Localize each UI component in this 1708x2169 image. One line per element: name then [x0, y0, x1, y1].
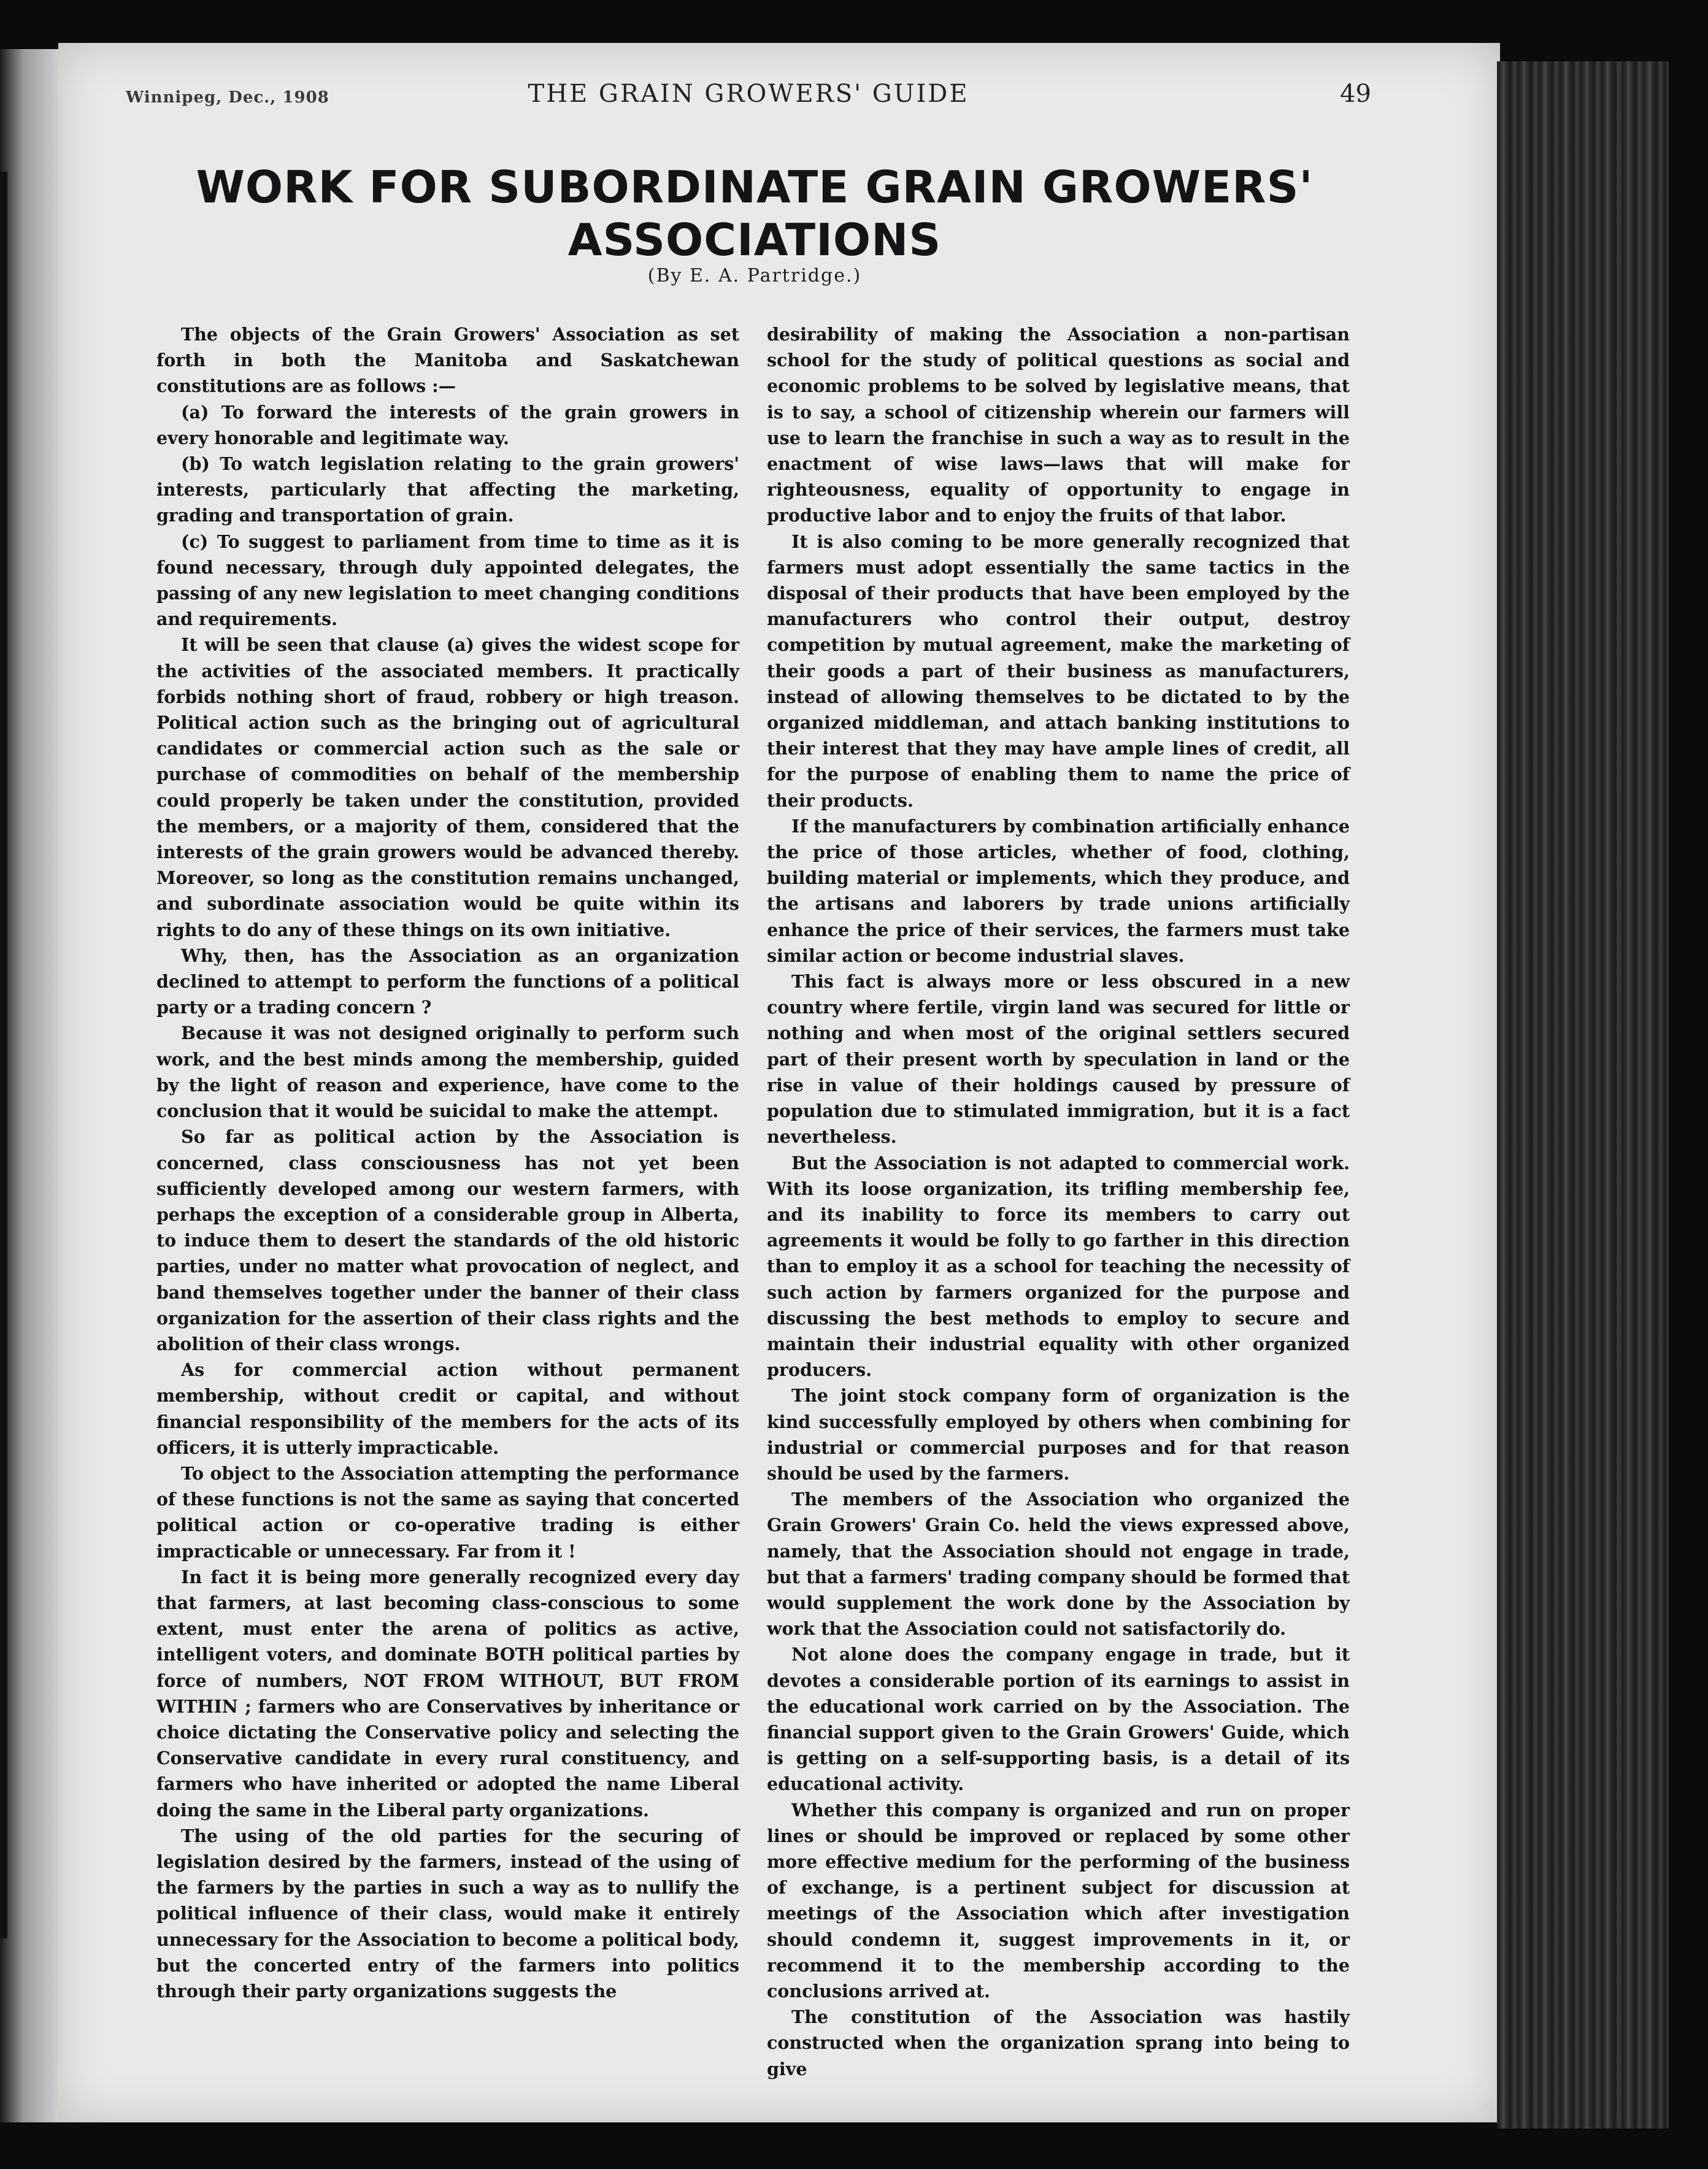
- paragraph: In fact it is being more generally recognized every day that farmers, at last becoming class-conscious to some extent, must enter the arena of politics as active, intelligent voters, and dominate BOTH political parties by force of numbers, NOT FROM WITHOUT, BUT FROM WITHIN ; farmers who are Conservatives by inheritance or choice dictating the Conservative policy and selecting the Conservative candidate in every rural constituency, and farmers who have inherited or adopted the name Liberal doing the same in the Liberal party organizations.: [156, 1566, 739, 1821]
- stacked-page-edges: [1497, 61, 1706, 2129]
- paragraph: The objects of the Grain Growers' Association as set forth in both the Manitoba and Saskatchewan constitutions are as follows :—: [156, 324, 739, 397]
- paragraph: (b) To watch legislation relating to the grain growers' interests, particularly that affecting the marketing, grading and transportation of grain.: [156, 453, 739, 526]
- paragraph: The constitution of the Association was hastily constructed when the organization sprang into being to give: [767, 2006, 1350, 2079]
- paragraph: The using of the old parties for the securing of legislation desired by the farmers, instead of the using of the farmers by the parties in such a way as to nullify the political influence of their class, would make it entirely unnecessary for the Association to become a political body, but the concerted entry of the farmers into politics through their party organizations suggests the: [156, 1825, 739, 2002]
- article-byline: (By E. A. Partridge.): [647, 265, 862, 286]
- article-column-right: [767, 321, 1350, 2082]
- paragraph: (c) To suggest to parliament from time to time as it is found necessary, through duly appointed delegates, the passing of any new legislation to meet changing conditions and requirements.: [156, 531, 739, 630]
- paragraph: As for commercial action without permanent membership, without credit or capital, and without financial responsibility of the members for the acts of its officers, it is utterly impracticable.: [156, 1359, 739, 1458]
- article-headline: [98, 161, 1411, 266]
- article-column-left: [156, 321, 739, 2004]
- paragraph: It is also coming to be more generally recognized that farmers must adopt essentially the same tactics in the disposal of their products that have been employed by the manufacturers who control their output, destroy competition by mutual agreement, make the marketing of their goods a part of their business as manufacturers, instead of allowing themselves to be dictated to by the organized middleman, and attach banking institutions to their interest that they may have ample lines of credit, all for the purpose of enabling them to name the price of their products.: [767, 531, 1350, 811]
- paragraph: Why, then, has the Association as an organization declined to attempt to perform the functions of a political party or a trading concern ?: [156, 945, 739, 1018]
- previous-page-edge: [0, 49, 58, 2122]
- running-header: [126, 80, 1371, 117]
- paragraph: This fact is always more or less obscured in a new country where fertile, virgin land was secured for little or nothing and when most of the original settlers secured part of their present worth by speculation in land or the rise in value of their holdings caused by pressure of population due to stimulated immigration, but it is a fact nevertheless.: [767, 971, 1350, 1148]
- publication-title: THE GRAIN GROWERS' GUIDE: [528, 80, 969, 108]
- paragraph: It will be seen that clause (a) gives the widest scope for the activities of the associated members. It practically forbids nothing short of fraud, robbery or high treason. Political action such as the bringing out of agricultural candidates or commercial action such as the sale or purchase of commodities on behalf of the membership could properly be taken under the constitution, provided the members, or a majority of them, considered that the interests of the grain growers would be advanced thereby. Moreover, so long as the constitution remains unchanged, and subordinate association would be quite within its rights to do any of these things on its own initiative.: [156, 634, 739, 940]
- paragraph: Because it was not designed originally to perform such work, and the best minds among the membership, guided by the light of reason and experience, have come to the conclusion that it would be suicidal to make the attempt.: [156, 1023, 739, 1122]
- paragraph: To object to the Association attempting the performance of these functions is not the same as saying that concerted political action or co-operative trading is either impracticable or unnecessary. Far from it !: [156, 1462, 739, 1562]
- paragraph-continued: desirability of making the Association a non-partisan school for the study of political questions as social and economic problems to be solved by legislative means, that is to say, a school of citizenship wherein our farmers will use to learn the franchise in such a way as to result in the enactment of wise laws—laws that will make for righteousness, equality of opportunity to engage in productive labor and to enjoy the fruits of that labor.: [767, 324, 1350, 526]
- paragraph: If the manufacturers by combination artificially enhance the price of those articles, whether of food, clothing, building material or implements, which they produce, and the artisans and laborers by trade unions artificially enhance the price of their services, the farmers must take similar action or become industrial slaves.: [767, 815, 1350, 966]
- headline-line-1: WORK FOR SUBORDINATE GRAIN GROWERS': [196, 161, 1314, 213]
- paragraph: But the Association is not adapted to commercial work. With its loose organization, its trifling membership fee, and its inability to force its members to carry out agreements it would be folly to go farther in this direction than to employ it as a school for teaching the necessity of such action by farmers organized for the purpose and discussing the best methods to employ to secure and maintain their industrial equality with other organized producers.: [767, 1152, 1350, 1381]
- paragraph: So far as political action by the Association is concerned, class consciousness has not yet been sufficiently developed among our western farmers, with perhaps the exception of a considerable group in Alberta, to induce them to desert the standards of the old historic parties, under no matter what provocation of neglect, and band themselves together under the banner of their class organization for the assertion of their class rights and the abolition of their class wrongs.: [156, 1126, 739, 1354]
- page-number: 49: [1340, 80, 1371, 108]
- header-dateline: Winnipeg, Dec., 1908: [126, 88, 329, 107]
- paragraph: The members of the Association who organized the Grain Growers' Grain Co. held the views expressed above, namely, that the Association should not engage in trade, but that a farmers' trading company should be formed that would supplement the work done by the Association by work that the Association could not satisfactorily do.: [767, 1489, 1350, 1640]
- paragraph: The joint stock company form of organization is the kind successfully employed by others when combining for industrial or commercial purposes and for that reason should be used by the farmers.: [767, 1385, 1350, 1484]
- paragraph: (a) To forward the interests of the grain growers in every honorable and legitimate way.: [156, 401, 739, 448]
- paragraph: Not alone does the company engage in trade, but it devotes a considerable portion of its earnings to assist in the educational work carried on by the Association. The financial support given to the Grain Growers' Guide, which is getting on a self-supporting basis, is a detail of its educational activity.: [767, 1644, 1350, 1795]
- paragraph: Whether this company is organized and run on proper lines or should be improved or replaced by some other more effective medium for the performing of the business of exchange, is a pertinent subject for discussion at meetings of the Association which after investigation should condemn it, suggest improvements in it, or recommend it to the membership according to the conclusions arrived at.: [767, 1799, 1350, 2002]
- binding-shadow: [0, 172, 7, 1938]
- headline-line-2: ASSOCIATIONS: [567, 214, 942, 266]
